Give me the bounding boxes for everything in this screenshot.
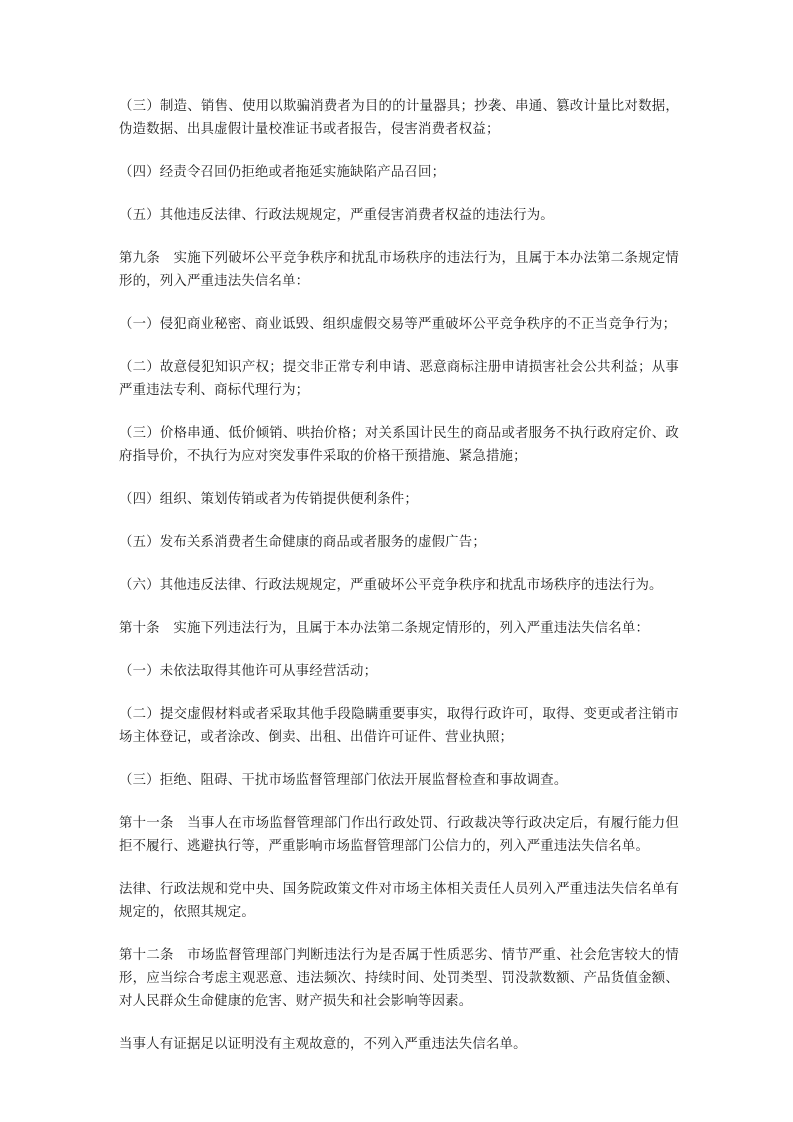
paragraph-item-5-other-consumer: （五）其他违反法律、行政法规规定，严重侵害消费者权益的违法行为。 xyxy=(119,208,554,223)
paragraph-article-9-item-4: （四）组织、策划传销或者为传销提供便利条件； xyxy=(119,492,418,507)
paragraph-article-9: 第九条 实施下列破坏公平竞争秩序和扰乱市场秩序的违法行为，且属于本办法第二条规定情形的，列入严重违法失信名单： xyxy=(119,251,679,289)
paragraph-article-10: 第十条 实施下列违法行为，且属于本办法第二条规定情形的，列入严重违法失信名单： xyxy=(119,621,650,636)
paragraph-item-3-counterfeit-measuring: （三）制造、销售、使用以欺骗消费者为目的的计量器具；抄袭、串通、篡改计量比对数据，伪造数据、出具虚假计量校准证书或者报告，侵害消费者权益； xyxy=(119,99,679,137)
paragraph-article-9-item-6: （六）其他违反法律、行政法规规定，严重破坏公平竞争秩序和扰乱市场秩序的违法行为。 xyxy=(119,578,663,593)
paragraph-article-9-item-5: （五）发布关系消费者生命健康的商品或者服务的虚假广告； xyxy=(119,535,486,550)
document-body xyxy=(119,95,679,1056)
paragraph-article-10-item-1: （一）未依法取得其他许可从事经营活动； xyxy=(119,664,378,679)
paragraph-item-4-recall: （四）经责令召回仍拒绝或者拖延实施缺陷产品召回； xyxy=(119,165,446,180)
paragraph-article-10-item-2: （二）提交虚假材料或者采取其他手段隐瞒重要事实，取得行政许可，取得、变更或者注销市场主体登记，或者涂改、倒卖、出租、出借许可证件、营业执照； xyxy=(119,707,679,745)
paragraph-article-11: 第十一条 当事人在市场监督管理部门作出行政处罚、行政裁决等行政决定后，有履行能力但拒不履行、逃避执行等，严重影响市场监督管理部门公信力的，列入严重违法失信名单。 xyxy=(119,816,679,854)
paragraph-article-9-item-2: （二）故意侵犯知识产权；提交非正常专利申请、恶意商标注册申请损害社会公共利益；从事严重违法专利、商标代理行为； xyxy=(119,360,679,398)
paragraph-article-9-item-3: （三）价格串通、低价倾销、哄抬价格；对关系国计民生的商品或者服务不执行政府定价、政府指导价，不执行为应对突发事件采取的价格干预措施、紧急措施； xyxy=(119,426,679,464)
paragraph-article-9-item-1: （一）侵犯商业秘密、商业诋毁、组织虚假交易等严重破坏公平竞争秩序的不正当竞争行为； xyxy=(119,317,677,332)
paragraph-article-12-note: 当事人有证据足以证明没有主观故意的，不列入严重违法失信名单。 xyxy=(119,1037,527,1052)
paragraph-article-12: 第十二条 市场监督管理部门判断违法行为是否属于性质恶劣、情节严重、社会危害较大的情形，应当综合考虑主观恶意、违法频次、持续时间、处罚类型、罚没款数额、产品货值金额、对人民群众生命健康的危害、财产损失和社会影响等因素。 xyxy=(119,948,679,1009)
paragraph-article-10-item-3: （三）拒绝、阻碍、干扰市场监督管理部门依法开展监督检查和事故调查。 xyxy=(119,773,568,788)
paragraph-article-11-note: 法律、行政法规和党中央、国务院政策文件对市场主体相关责任人员列入严重违法失信名单有规定的，依照其规定。 xyxy=(119,882,679,920)
